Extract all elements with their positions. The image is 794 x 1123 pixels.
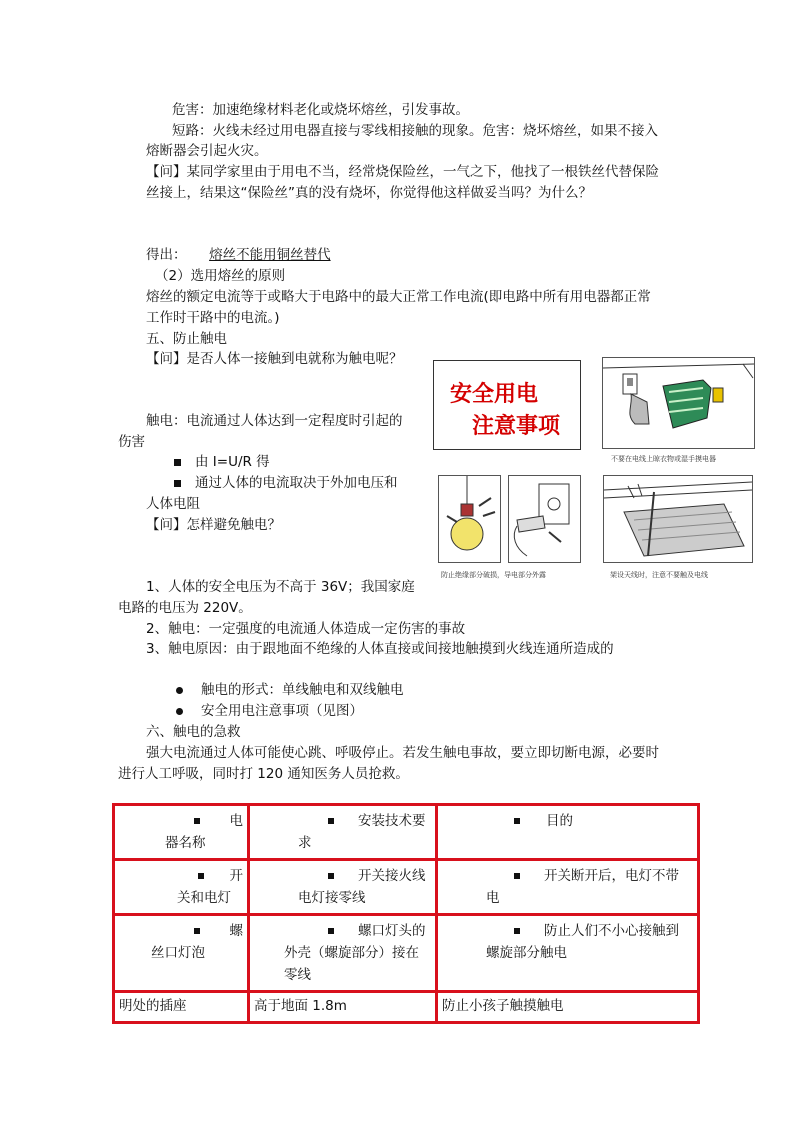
square-bullet-icon [174, 480, 181, 487]
text-line: 2、触电：一定强度的电流通人体造成一定伤害的事故 [146, 621, 466, 637]
conclusion-text: 熔丝不能用铜丝替代 [209, 247, 331, 263]
round-bullet-icon [176, 687, 183, 694]
text-line: 【问】怎样避免触电？ [146, 517, 281, 533]
text-line: 熔丝的额定电流等于或略大于电路中的最大正常工作电流(即电路中所有用电器都正常 [146, 289, 651, 305]
text-line: 3、触电原因：由于跟地面不绝缘的人体直接或间接地触摸到火线连通所造成的 [146, 641, 614, 657]
cell-text: 目的 [546, 813, 573, 829]
bullet-text: 安全用电注意事项（见图） [201, 703, 363, 719]
table-cell [437, 860, 699, 915]
text-line: 1、人体的安全电压为不高于 36V；我国家庭 [146, 579, 415, 595]
cell-text: 防止小孩子触摸触电 [442, 998, 564, 1014]
text-line: 【问】是否人体一接触到电就称为触电呢？ [146, 351, 403, 367]
cell-text: 开关断开后，电灯不带 [544, 868, 679, 884]
wet-hands-icon [603, 358, 754, 448]
square-bullet-icon [174, 459, 181, 466]
conclusion-line [146, 245, 331, 265]
text-line: 强大电流通过人体可能使心跳、呼吸停止。若发生触电事故，要立即切断电源，必要时 [146, 745, 659, 761]
table-cell [437, 915, 699, 992]
section-heading: 六、触电的急救 [146, 724, 241, 740]
power-socket-icon [509, 476, 580, 562]
bullet-line [176, 701, 363, 721]
illustration-antenna [603, 475, 753, 563]
text-line: 熔断器会引起火灾。 [146, 143, 268, 159]
cell-text: 明处的插座 [119, 998, 187, 1014]
cell-text: 防止人们不小心接触到 [544, 923, 679, 939]
bullet-line [174, 473, 398, 493]
cell-text: 关和电灯 [177, 890, 231, 906]
text-line: 短路：火线未经过用电器直接与零线相接触的现象。危害：烧坏熔丝，如果不接入 [172, 123, 658, 139]
table-row [114, 915, 699, 992]
table-cell [249, 860, 437, 915]
square-bullet-icon [328, 928, 334, 934]
text-line: 人体电阻 [146, 496, 200, 512]
section-heading: 五、防止触电 [146, 331, 227, 347]
text-line: 触电：电流通过人体达到一定程度时引起的 [146, 413, 403, 429]
text-line: 【问】某同学家里由于用电不当，经常烧保险丝，一气之下，他找了一根铁丝代替保险 [146, 164, 659, 180]
table-cell [249, 805, 437, 860]
table-cell [114, 992, 249, 1023]
table-cell [249, 992, 437, 1023]
cell-text: 求 [298, 835, 312, 851]
table-cell [114, 860, 249, 915]
cell-text: 螺口灯头的 [358, 923, 426, 939]
safety-title-line1: 安全用电 [450, 381, 539, 407]
caption-insulation: 防止绝缘部分破损，导电部分外露 [441, 571, 546, 579]
bullet-text: 由 I=U/R 得 [195, 454, 270, 470]
table-row [114, 860, 699, 915]
cell-text: 安装技术要 [358, 813, 426, 829]
cell-text: 外壳（螺旋部分）接在 [284, 945, 419, 961]
square-bullet-icon [514, 928, 520, 934]
square-bullet-icon [194, 928, 200, 934]
square-bullet-icon [328, 873, 334, 879]
cell-text: 电灯接零线 [298, 890, 366, 906]
safety-table [112, 803, 700, 1024]
table-cell [114, 915, 249, 992]
cell-text: 螺旋部分触电 [486, 945, 567, 961]
bullet-text: 触电的形式：单线触电和双线触电 [201, 682, 404, 698]
bullet-line [176, 680, 404, 700]
cell-text: 器名称 [165, 835, 206, 851]
table-row [114, 805, 699, 860]
bullet-text: 通过人体的电流取决于外加电压和 [195, 475, 398, 491]
safety-title-line2: 注意事项 [472, 413, 561, 439]
illustration-bulb [438, 475, 501, 563]
table-cell [249, 915, 437, 992]
text-line: 进行人工呼吸，同时打 120 通知医务人员抢救。 [118, 766, 409, 782]
caption-antenna: 架设天线时，注意不要触及电线 [610, 571, 708, 579]
table-row [114, 992, 699, 1023]
illustration-wet-hands [602, 357, 755, 463]
cell-text: 开 [229, 868, 243, 884]
cell-text: 丝口灯泡 [151, 945, 205, 961]
text-line: （2）选用熔丝的原则 [155, 268, 286, 284]
bullet-line [174, 452, 270, 472]
safety-title-card [433, 360, 581, 450]
table-cell [114, 805, 249, 860]
square-bullet-icon [198, 873, 204, 879]
round-bullet-icon [176, 708, 183, 715]
cell-text: 高于地面 1.8m [254, 998, 347, 1014]
cell-text: 零线 [284, 967, 311, 983]
antenna-icon [604, 476, 752, 562]
text-line: 危害：加速绝缘材料老化或烧坏熔丝，引发事故。 [172, 102, 469, 118]
text-line: 电路的电压为 220V。 [118, 600, 252, 616]
cell-text: 开关接火线 [358, 868, 426, 884]
square-bullet-icon [194, 818, 200, 824]
table-cell [437, 992, 699, 1023]
cell-text: 螺 [229, 923, 243, 939]
text-line: 丝接上，结果这“保险丝”真的没有烧坏，你觉得他这样做妥当吗？为什么？ [146, 185, 592, 201]
square-bullet-icon [514, 818, 520, 824]
text-line: 工作时干路中的电流。) [146, 310, 280, 326]
illustration-socket [508, 475, 581, 563]
cell-text: 电 [486, 890, 500, 906]
square-bullet-icon [328, 818, 334, 824]
text-line: 伤害 [118, 434, 145, 450]
square-bullet-icon [514, 873, 520, 879]
table-cell [437, 805, 699, 860]
caption-wet-hands: 不要在电线上晾衣物或湿手摸电器 [611, 455, 716, 463]
light-bulb-icon [439, 476, 500, 562]
conclusion-label: 得出： [146, 247, 187, 263]
cell-text: 电 [229, 813, 243, 829]
